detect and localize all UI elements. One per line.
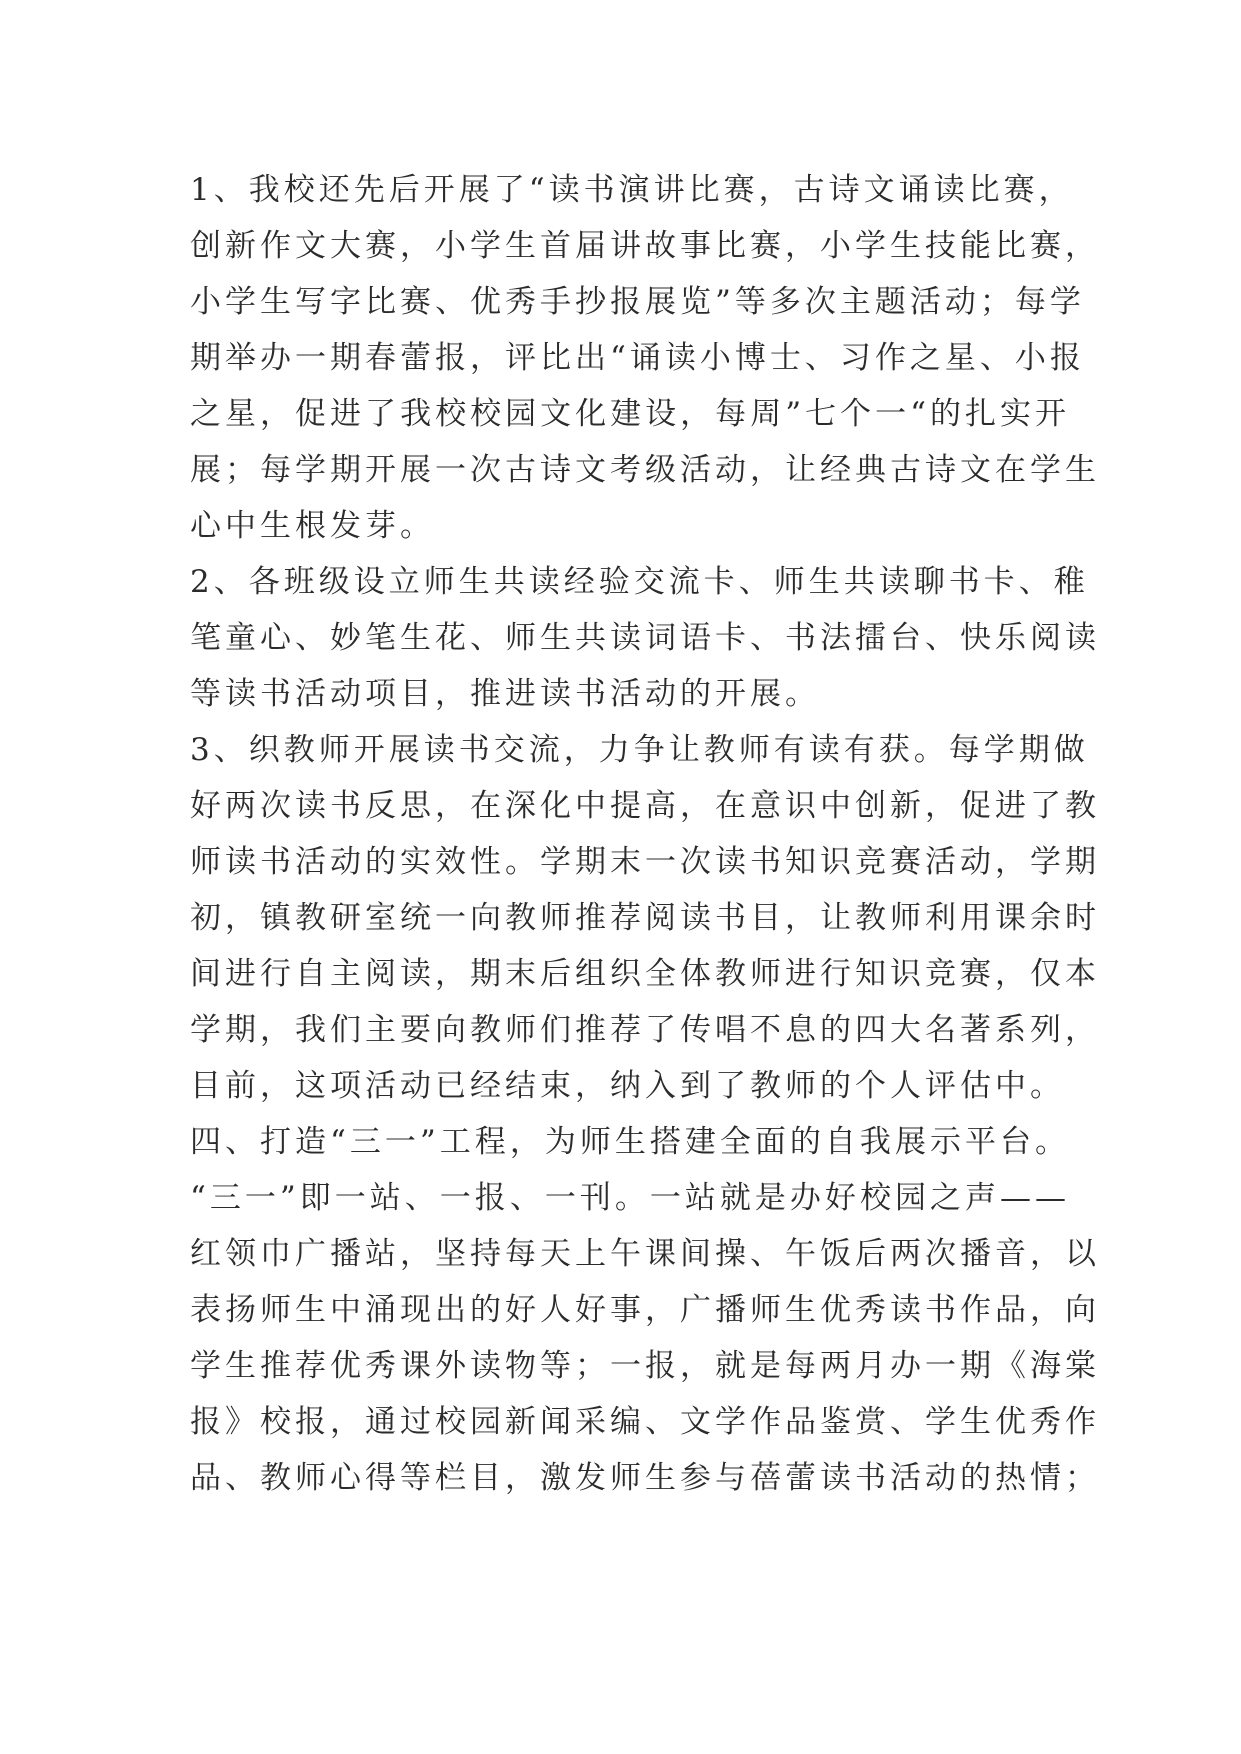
text-line: 2、各班级设立师生共读经验交流卡、师生共读聊书卡、稚	[190, 564, 1089, 600]
text-line: 表扬师生中涌现出的好人好事，广播师生优秀读书作品，向	[190, 1292, 1100, 1328]
text-line: 学期，我们主要向教师们推荐了传唱不息的四大名著系列，	[190, 1012, 1100, 1048]
text-line: 师读书活动的实效性。学期末一次读书知识竞赛活动，学期	[190, 844, 1100, 880]
text-line: 期举办一期春蕾报，评比出“诵读小博士、习作之星、小报	[190, 340, 1085, 376]
text-line: 笔童心、妙笔生花、师生共读词语卡、书法擂台、快乐阅读	[190, 620, 1100, 656]
text-line: 展；每学期开展一次古诗文考级活动，让经典古诗文在学生	[190, 452, 1100, 488]
text-line: 之星，促进了我校校园文化建设，每周”七个一“的扎实开	[190, 396, 1070, 432]
text-line: “三一”即一站、一报、一刊。一站就是办好校园之声——	[190, 1180, 1070, 1216]
text-line: 目前，这项活动已经结束，纳入到了教师的个人评估中。	[190, 1068, 1065, 1104]
text-line: 红领巾广播站，坚持每天上午课间操、午饭后两次播音，以	[190, 1236, 1100, 1272]
text-line: 报》校报，通过校园新闻采编、文学作品鉴赏、学生优秀作	[190, 1404, 1100, 1440]
text-line: 3、织教师开展读书交流，力争让教师有读有获。每学期做	[190, 732, 1089, 768]
body-text	[190, 162, 1100, 1506]
text-line: 心中生根发芽。	[190, 508, 435, 544]
text-line: 四、打造“三一”工程，为师生搭建全面的自我展示平台。	[190, 1124, 1070, 1160]
text-line: 品、教师心得等栏目，激发师生参与蓓蕾读书活动的热情；	[190, 1460, 1100, 1496]
text-line: 初，镇教研室统一向教师推荐阅读书目，让教师利用课余时	[190, 900, 1100, 936]
text-line: 创新作文大赛，小学生首届讲故事比赛，小学生技能比赛，	[190, 228, 1100, 264]
text-line: 间进行自主阅读，期末后组织全体教师进行知识竞赛，仅本	[190, 956, 1100, 992]
text-line: 等读书活动项目，推进读书活动的开展。	[190, 676, 820, 712]
text-line: 小学生写字比赛、优秀手抄报展览”等多次主题活动；每学	[190, 284, 1085, 320]
text-line: 学生推荐优秀课外读物等；一报，就是每两月办一期《海棠	[190, 1348, 1100, 1384]
text-line: 1、我校还先后开展了“读书演讲比赛，古诗文诵读比赛，	[190, 172, 1074, 208]
text-line: 好两次读书反思，在深化中提高，在意识中创新，促进了教	[190, 788, 1100, 824]
